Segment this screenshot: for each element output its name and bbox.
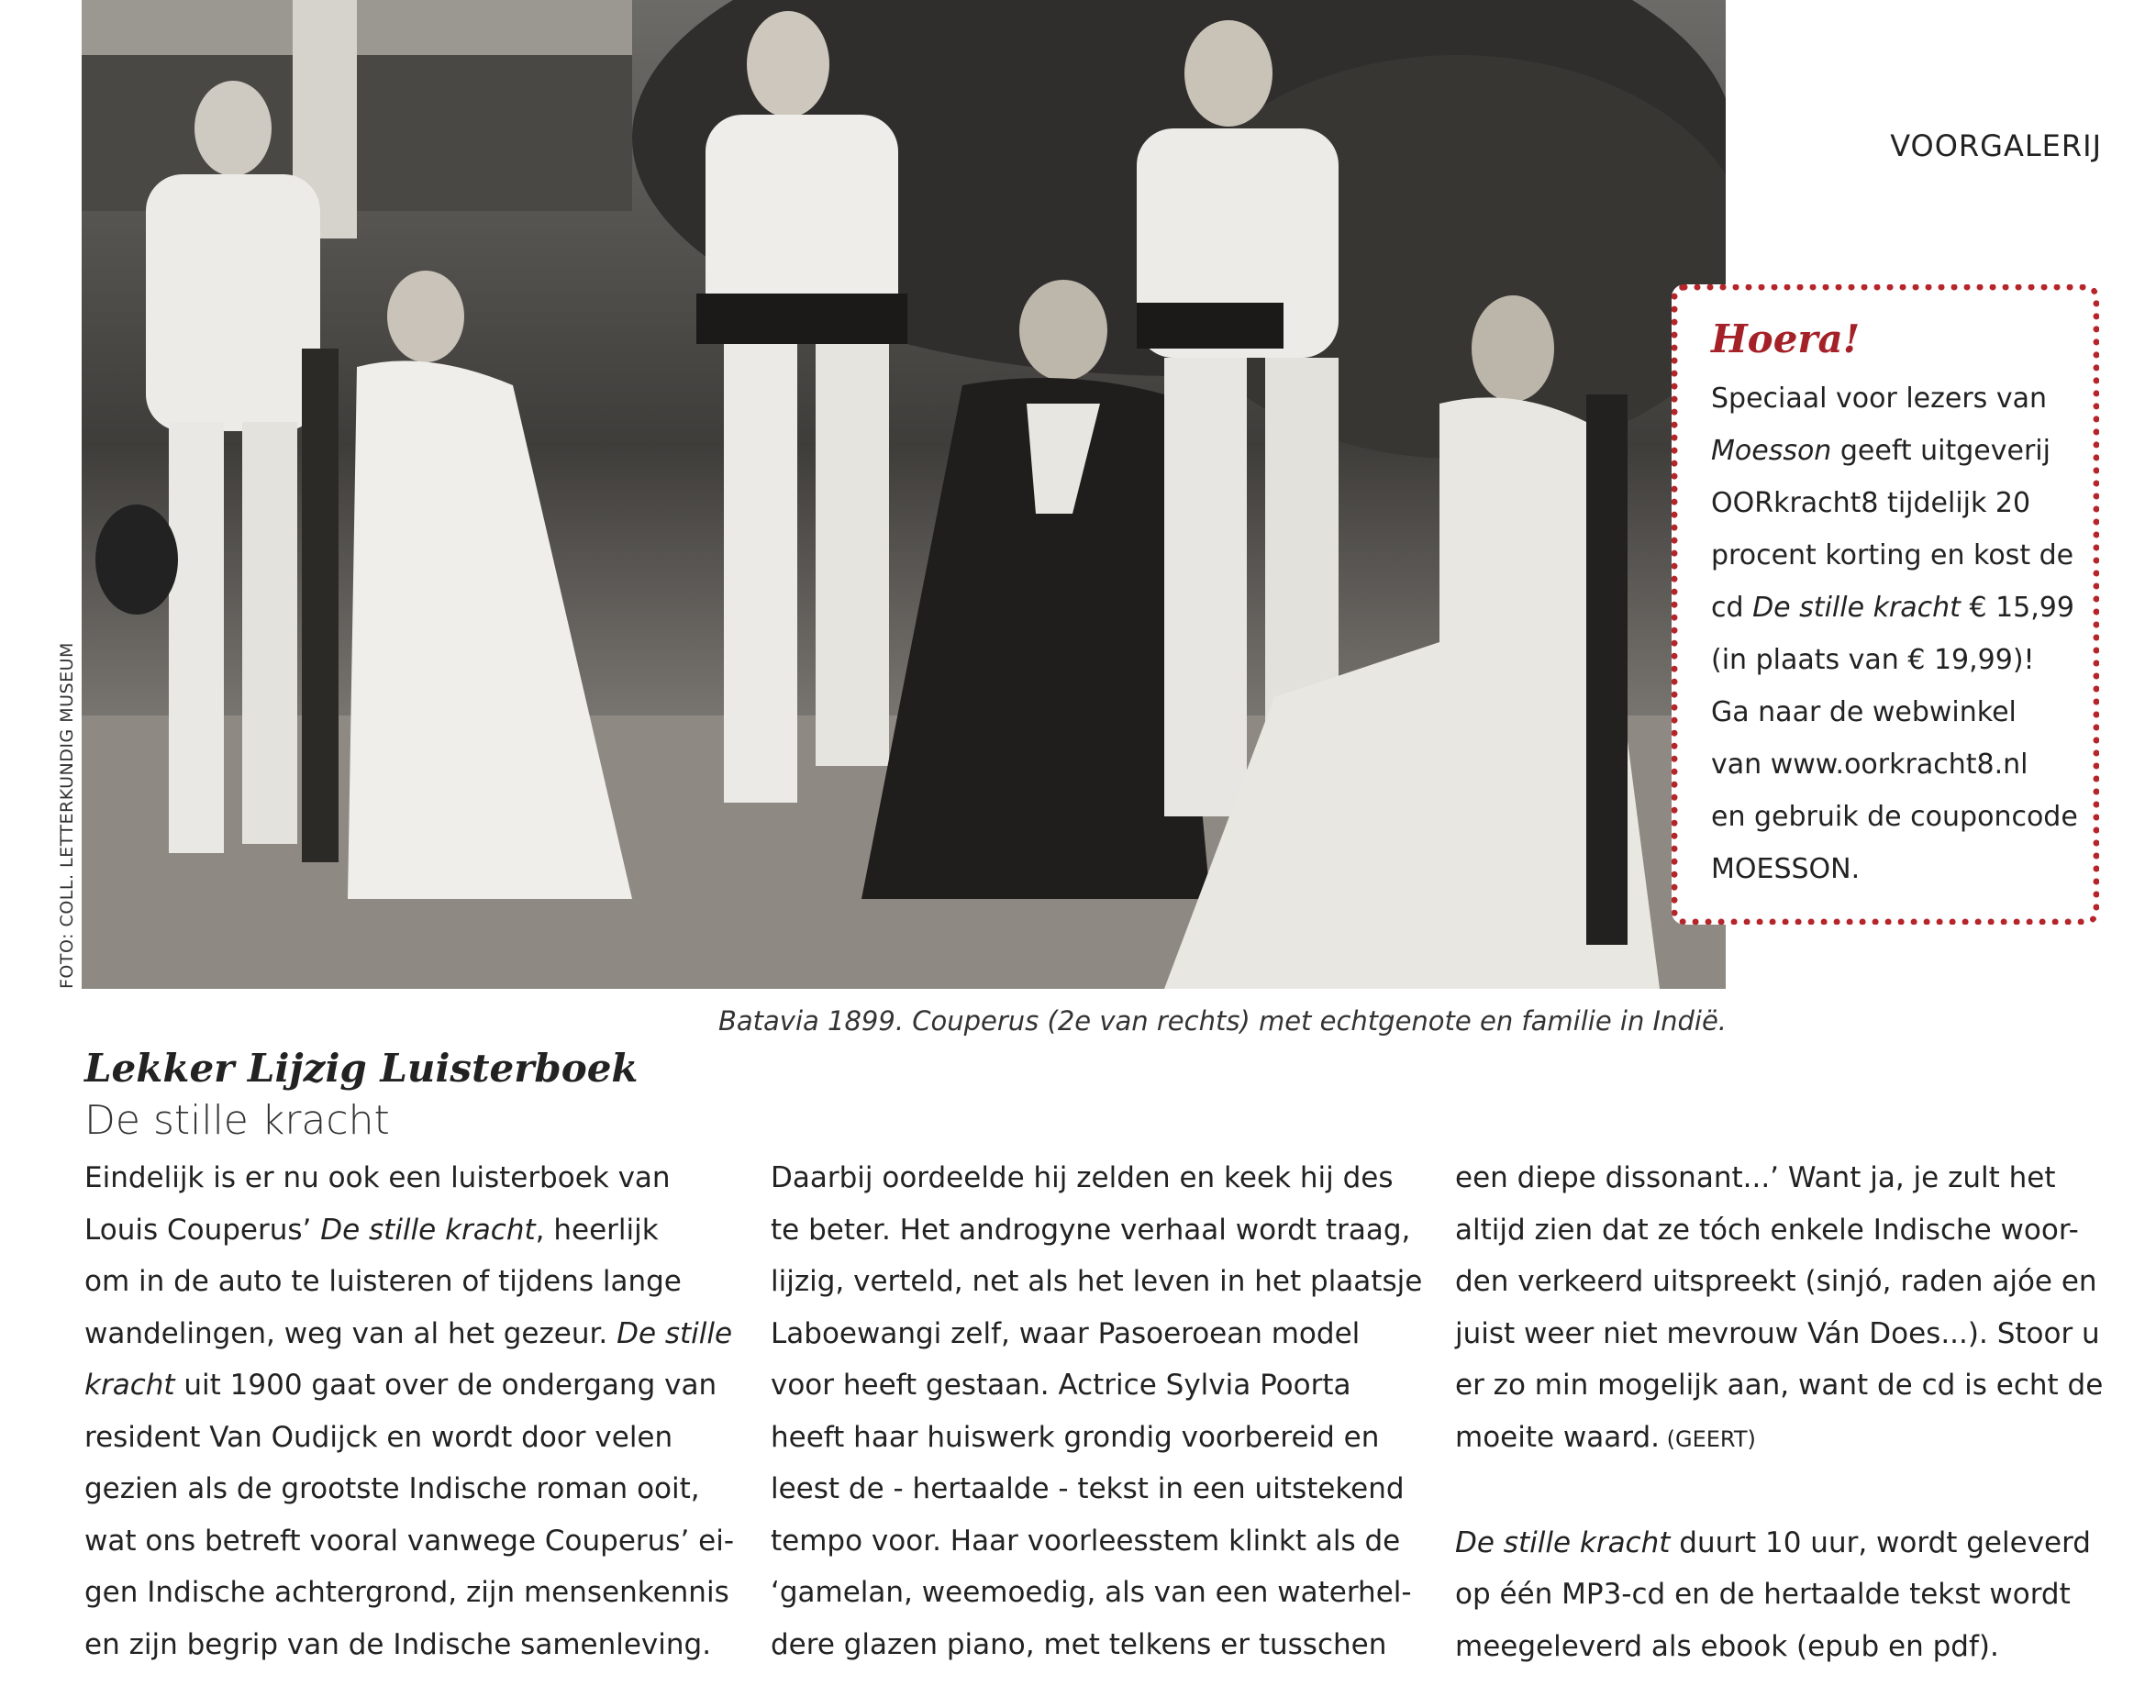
text-run: moeite waard. <box>1455 1420 1661 1454</box>
text-line <box>1455 1256 2103 1308</box>
text-line <box>1711 686 2071 738</box>
text-line <box>1711 425 2071 477</box>
promo-title: Hoera! <box>1711 316 1861 361</box>
text-run: dere glazen piano, met telkens er tusschen <box>771 1627 1387 1661</box>
photo-caption: Batavia 1899. Couperus (2e van rechts) met echtgenote en familie in Indië. <box>718 1005 1727 1037</box>
author-signature: (GEERT) <box>1660 1425 1756 1452</box>
section-label: VOORGALERIJ <box>1890 128 2102 163</box>
text-run: geeft uitgeverij <box>1831 435 2050 467</box>
text-line <box>1455 1359 2103 1412</box>
text-line <box>771 1256 1422 1308</box>
text-run: meegeleverd als ebook (epub en pdf). <box>1455 1629 1999 1663</box>
text-line <box>1455 1412 2103 1466</box>
text-line <box>84 1567 734 1619</box>
text-line <box>1711 529 2074 582</box>
promo-text <box>1711 372 2078 895</box>
article-headline: Lekker Lijzig Luisterboek <box>84 1046 639 1091</box>
text-run: den verkeerd uitspreekt (sinjó, raden ajóe en <box>1455 1265 2097 1298</box>
text-run: € 15,99 <box>1960 592 2074 624</box>
text-line <box>1711 582 2074 634</box>
photo-illustration <box>82 0 1726 989</box>
text-line <box>1455 1569 2103 1621</box>
italic-text: De stille kracht <box>320 1213 536 1247</box>
text-line <box>84 1359 734 1412</box>
text-run: Laboewangi zelf, waar Pasoeroean model <box>771 1316 1361 1350</box>
text-run: lijzig, verteld, net als het leven in het plaatsje <box>771 1265 1423 1298</box>
italic-text: De stille kracht <box>1455 1525 1671 1559</box>
text-run: ‘gamelan, weemoedig, als van een waterhel- <box>771 1576 1412 1609</box>
text-run: cd <box>1711 592 1753 624</box>
article-column-3 <box>1455 1152 2103 1672</box>
photo-credit: FOTO: COLL. LETTERKUNDIG MUSEUM <box>57 642 77 989</box>
text-run: duurt 10 uur, wordt geleverd <box>1670 1525 2091 1559</box>
text-run: wandelingen, weg van al het gezeur. <box>84 1316 617 1350</box>
text-line <box>1711 372 2071 425</box>
text-run: resident Van Oudijck en wordt door velen <box>84 1420 673 1454</box>
text-line <box>84 1619 734 1671</box>
text-line <box>84 1204 734 1257</box>
text-line <box>771 1152 1422 1204</box>
text-run: (in plaats van € 19,99)! <box>1711 644 2035 676</box>
text-line <box>84 1412 734 1464</box>
text-run: MOESSON. <box>1711 853 1861 885</box>
text-run: heeft haar huiswerk grondig voorbereid en <box>771 1420 1380 1454</box>
text-run: tempo voor. Haar voorleesstem klinkt als de <box>771 1524 1401 1558</box>
text-run: van www.oorkracht8.nl <box>1711 749 2028 781</box>
text-run: op één MP3-cd en de hertaalde tekst wordt <box>1455 1578 2071 1611</box>
italic-text: kracht <box>84 1369 175 1402</box>
text-run: , heerlijk <box>535 1213 659 1247</box>
text-line <box>1455 1152 2103 1204</box>
text-line <box>771 1515 1422 1568</box>
text-line <box>771 1567 1422 1619</box>
text-run: voor heeft gestaan. Actrice Sylvia Poorta <box>771 1369 1351 1402</box>
text-run: gezien als de grootste Indische roman ooit, <box>84 1472 700 1505</box>
text-line <box>1711 843 2071 895</box>
text-run: Ga naar de webwinkel <box>1711 696 2017 728</box>
text-line <box>771 1308 1422 1360</box>
text-line <box>84 1152 734 1204</box>
promo-box <box>1672 284 2099 925</box>
text-run: te beter. Het androgyne verhaal wordt traag, <box>771 1213 1411 1247</box>
text-line <box>1711 738 2071 791</box>
italic-text: Moesson <box>1711 435 1832 467</box>
text-line <box>771 1359 1422 1412</box>
text-line <box>771 1619 1422 1671</box>
text-run: er zo min mogelijk aan, want de cd is echt de <box>1455 1369 2104 1402</box>
article-subhead: De stille kracht <box>84 1097 390 1144</box>
historic-photo <box>82 0 1726 989</box>
text-run: Daarbij oordeelde hij zelden en keek hij des <box>771 1161 1394 1194</box>
text-run: OORkracht8 tijdelijk 20 <box>1711 487 2031 519</box>
text-run: om in de auto te luisteren of tijdens lange <box>84 1265 682 1298</box>
italic-text: De stille <box>617 1316 733 1350</box>
text-line <box>84 1308 734 1360</box>
text-run: gen Indische achtergrond, zijn mensenkennis <box>84 1576 729 1609</box>
text-run: wat ons betreft vooral vanwege Couperus’ ei- <box>84 1524 735 1558</box>
text-run: en zijn begrip van de Indische samenleving. <box>84 1627 712 1661</box>
text-line <box>84 1463 734 1515</box>
italic-text: De stille kracht <box>1752 592 1961 624</box>
text-run: Louis Couperus’ <box>84 1213 321 1247</box>
text-run: uit 1900 gaat over de ondergang van <box>174 1369 717 1402</box>
blank-line <box>1455 1465 2103 1517</box>
text-line <box>1455 1517 2103 1569</box>
text-run: een diepe dissonant...’ Want ja, je zult het <box>1455 1161 2056 1194</box>
text-run: Eindelijk is er nu ook een luisterboek van <box>84 1161 671 1194</box>
text-line <box>771 1463 1422 1515</box>
text-line <box>1711 791 2078 843</box>
text-run: procent korting en kost de <box>1711 539 2074 571</box>
text-line <box>771 1412 1422 1464</box>
text-line <box>84 1515 734 1568</box>
text-line <box>1455 1621 2103 1673</box>
text-line <box>1711 634 2071 686</box>
text-run: juist weer niet mevrouw Ván Does...). Stoor u <box>1455 1316 2100 1350</box>
text-line <box>84 1256 734 1308</box>
text-line <box>1455 1308 2103 1360</box>
text-run: leest de - hertaalde - tekst in een uitstekend <box>771 1472 1405 1505</box>
text-line <box>771 1204 1422 1257</box>
text-run: en gebruik de couponcode <box>1711 801 2078 833</box>
article-column-2 <box>771 1152 1422 1670</box>
article-column-1 <box>84 1152 734 1670</box>
text-run: Speciaal voor lezers van <box>1711 383 2047 415</box>
text-run: altijd zien dat ze tóch enkele Indische woor- <box>1455 1213 2079 1247</box>
text-line <box>1455 1204 2103 1257</box>
text-line <box>1711 477 2071 529</box>
